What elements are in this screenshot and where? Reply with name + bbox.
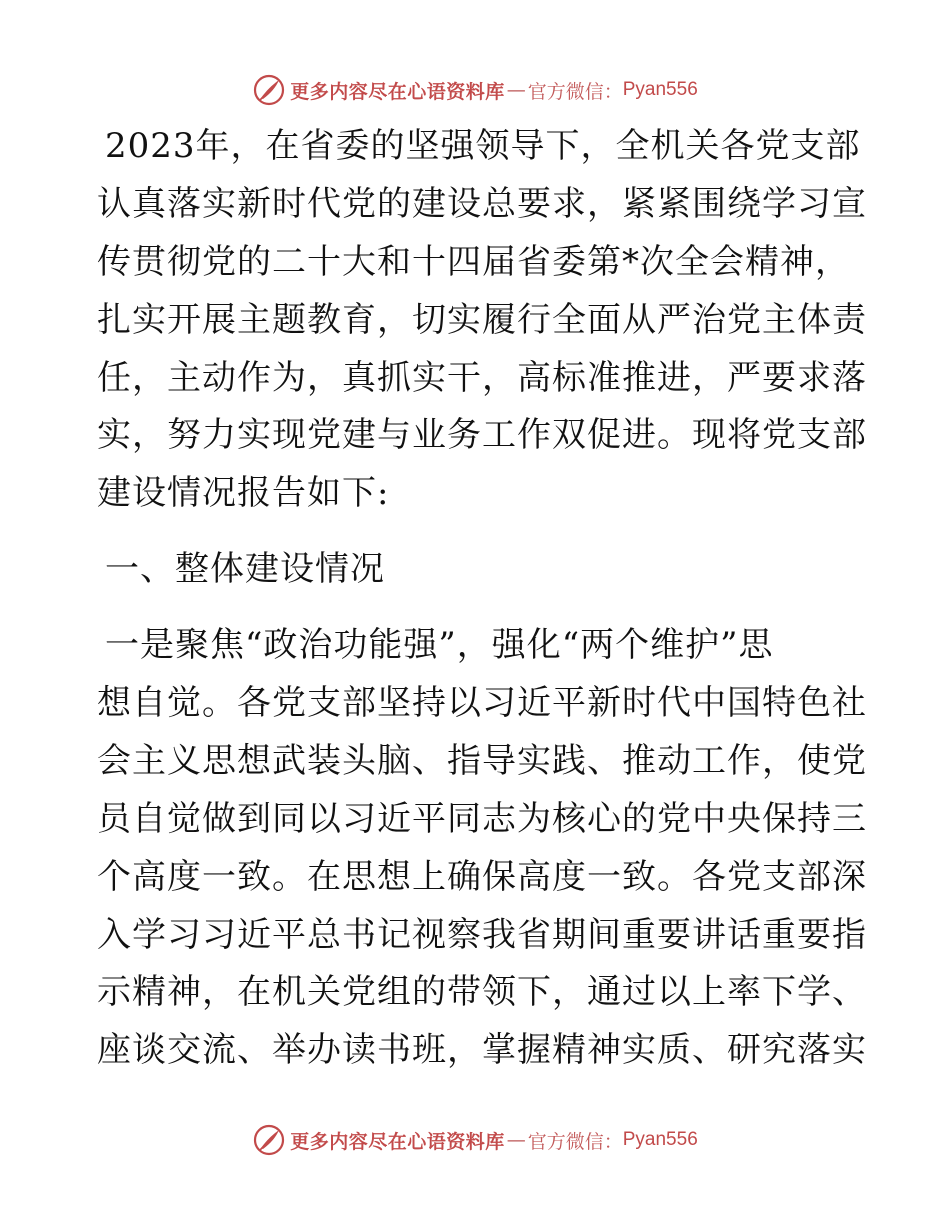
banner-wechat-handle: Pyan556 [622, 79, 698, 100]
point-line: 员自觉做到同以习近平同志为核心的党中央保持三 [97, 798, 867, 839]
document-body [97, 118, 867, 1080]
point-line: 示精神，在机关党组的带领下，通过以上率下学、 [97, 972, 867, 1013]
feather-pen-logo-icon [252, 1123, 286, 1157]
intro-line: 建设情况报告如下: [97, 473, 390, 514]
point-line: 入学习习近平总书记视察我省期间重要讲话重要指 [97, 914, 867, 955]
point-line: 想自觉。各党支部坚持以习近平新时代中国特色社 [97, 683, 867, 724]
feather-pen-logo-icon [252, 73, 286, 107]
intro-line: 实，努力实现党建与业务工作双促进。现将党支部 [97, 415, 867, 456]
banner-wechat-label: 官方微信： [527, 1130, 623, 1153]
banner-separator: — [506, 79, 526, 101]
point-line: 个高度一致。在思想上确保高度一致。各党支部深 [97, 856, 867, 897]
paragraph-gap [97, 523, 857, 541]
intro-line: 扎实开展主题教育，切实履行全面从严治党主体责 [97, 299, 867, 340]
point-line: 一是聚焦“政治功能强”，强化“两个维护”思 [105, 625, 774, 666]
point-line: 会主义思想武装头脑、指导实践、推动工作，使党 [97, 740, 867, 781]
intro-line: 2023年，在省委的坚强领导下，全机关各党支部 [105, 126, 861, 166]
footer-banner [0, 1120, 950, 1160]
header-banner [0, 70, 950, 110]
banner-separator: — [506, 1129, 526, 1151]
intro-line: 传贯彻党的二十大和十四届省委第*次全会精神， [97, 241, 850, 282]
banner-wechat-label: 官方微信： [527, 80, 623, 103]
banner-brand-text: 更多内容尽在心语资料库 [290, 80, 505, 103]
banner-brand-text: 更多内容尽在心语资料库 [290, 1130, 505, 1153]
point-line: 座谈交流、举办读书班，掌握精神实质、研究落实 [97, 1030, 867, 1071]
paragraph-gap [97, 599, 857, 617]
banner-wechat-handle: Pyan556 [622, 1129, 698, 1150]
section-heading: 一、整体建设情况 [105, 549, 385, 590]
intro-line: 任，主动作为，真抓实干，高标准推进，严要求落 [97, 357, 867, 398]
intro-line: 认真落实新时代党的建设总要求，紧紧围绕学习宣 [97, 183, 867, 224]
